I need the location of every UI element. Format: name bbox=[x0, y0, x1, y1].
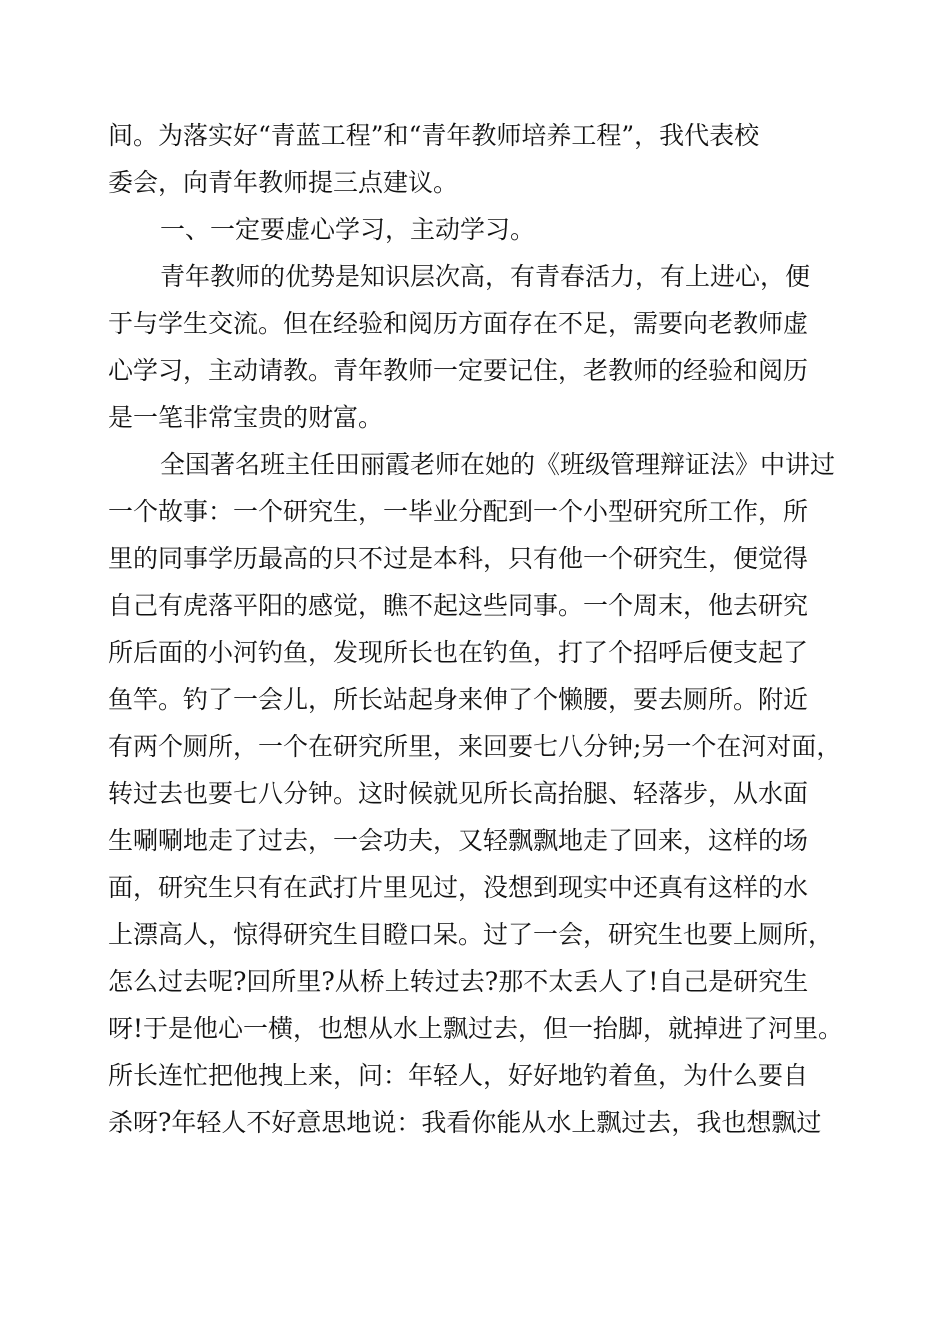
text-line: 里的同事学历最高的只不过是本科，只有他一个研究生，便觉得 bbox=[108, 544, 809, 573]
text-line: 委会，向青年教师提三点建议。 bbox=[108, 168, 459, 197]
text-line: 转过去也要七八分钟。这时候就见所长高抬腿、轻落步，从水面 bbox=[108, 779, 809, 808]
text-line: 是一笔非常宝贵的财富。 bbox=[108, 403, 384, 432]
text-line: 青年教师的优势是知识层次高，有青春活力，有上进心，便 bbox=[160, 262, 811, 291]
text-line: 全国著名班主任田丽霞老师在她的《班级管理辩证法》中讲过 bbox=[160, 450, 836, 479]
text-line: 呀!于是他心一横，也想从水上飘过去，但一抬脚，就掉进了河里。 bbox=[108, 1014, 844, 1043]
text-line: 上漂高人，惊得研究生目瞪口呆。过了一会，研究生也要上厕所， bbox=[108, 920, 834, 949]
text-line: 自己有虎落平阳的感觉，瞧不起这些同事。一个周末，他去研究 bbox=[108, 591, 809, 620]
document-body bbox=[108, 112, 868, 1146]
text-line: 生唰唰地走了过去，一会功夫，又轻飘飘地走了回来，这样的场 bbox=[108, 826, 809, 855]
text-line: 怎么过去呢?回所里?从桥上转过去?那不太丢人了!自己是研究生 bbox=[108, 967, 809, 996]
text-line: 心学习，主动请教。青年教师一定要记住，老教师的经验和阅历 bbox=[108, 356, 809, 385]
text-line: 杀呀?年轻人不好意思地说：我看你能从水上飘过去，我也想飘过 bbox=[108, 1108, 822, 1137]
text-line: 鱼竿。钓了一会儿，所长站起身来伸了个懒腰，要去厕所。附近 bbox=[108, 685, 809, 714]
text-line: 间。为落实好“青蓝工程”和“青年教师培养工程”，我代表校 bbox=[108, 121, 760, 150]
section-heading: 一、一定要虚心学习，主动学习。 bbox=[160, 215, 536, 244]
text-line: 所后面的小河钓鱼，发现所长也在钓鱼，打了个招呼后便支起了 bbox=[108, 638, 809, 667]
text-line: 所长连忙把他拽上来，问：年轻人，好好地钓着鱼，为什么要自 bbox=[108, 1061, 809, 1090]
text-line: 于与学生交流。但在经验和阅历方面存在不足，需要向老教师虚 bbox=[108, 309, 809, 338]
text-line: 有两个厕所，一个在研究所里，来回要七八分钟;另一个在河对面， bbox=[108, 732, 842, 761]
text-line: 面，研究生只有在武打片里见过，没想到现实中还真有这样的水 bbox=[108, 873, 809, 902]
text-line: 一个故事：一个研究生，一毕业分配到一个小型研究所工作，所 bbox=[108, 497, 809, 526]
